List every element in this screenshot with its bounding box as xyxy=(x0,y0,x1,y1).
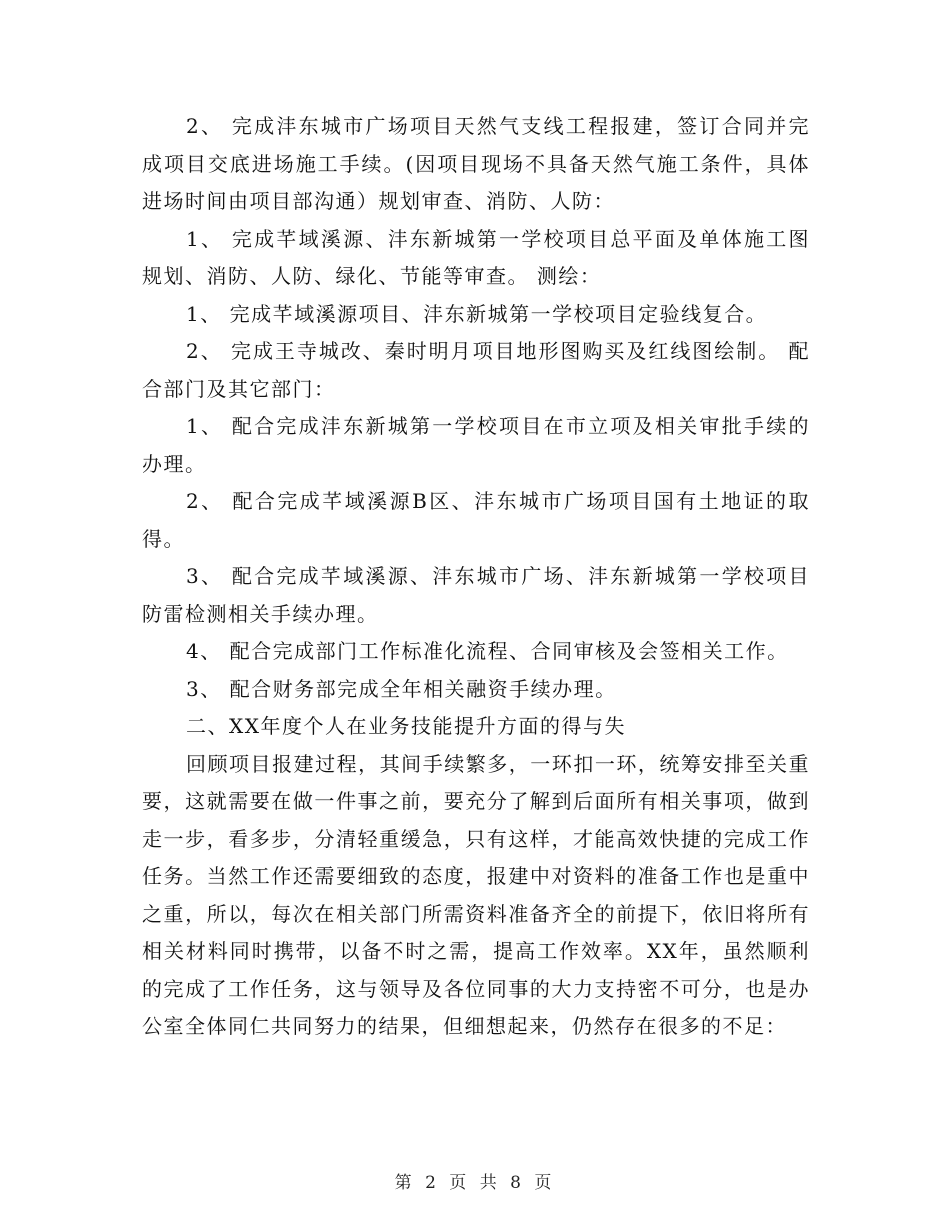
paragraph-survey-line-check: 1、 完成芊域溪源项目、沣东新城第一学校项目定验线复合。 xyxy=(186,301,768,326)
paragraph-standardization: 4、 配合完成部门工作标准化流程、合同审核及会签相关工作。 xyxy=(186,639,789,663)
paragraph-land-certificate: 2、 配合完成芊域溪源B区、沣东城市广场项目国有土地证的取得。 xyxy=(142,489,810,551)
paragraph-financing: 3、 配合财务部完成全年相关融资手续办理。 xyxy=(186,676,617,701)
paragraph-gas-pipeline: 2、 完成沣东城市广场项目天然气支线工程报建，签订合同并完成项目交底进场施工手续。(因项目现场不具备天然气施工条件，具体进场时间由项目部沟通）规划审查、消防、人防： xyxy=(142,114,810,213)
paragraph-review: 回顾项目报建过程，其间手续繁多，一环扣一环，统筹安排至关重要，这就需要在做一件事之前，要充分了解到后面所有相关事项，做到走一步，看多步，分清轻重缓急，只有这样，才能高效快捷的完成工作任务。当然工作还需要细致的态度，报建中对资料的准备工作也是重中之重，所以，每次在相关部门所需资料准备齐全的前提下，依旧将所有相关材料同时携带，以备不时之需，提高工作效率。XX年，虽然顺利的完成了工作任务，这与领导及各位同事的大力支持密不可分，也是办公室全体同仁共同努力的结果，但细想起来，仍然存在很多的不足： xyxy=(142,751,810,1038)
paragraph-planning-review: 1、 完成芊域溪源、沣东新城第一学校项目总平面及单体施工图规划、消防、人防、绿化、节能等审查。 测绘： xyxy=(142,226,810,288)
paragraph-lightning-test: 3、 配合完成芊域溪源、沣东城市广场、沣东新城第一学校项目防雷检测相关手续办理。 xyxy=(142,564,810,626)
document-body xyxy=(142,108,810,1046)
paragraph-project-approval: 1、 配合完成沣东新城第一学校项目在市立项及相关审批手续的办理。 xyxy=(142,414,810,476)
page-number-footer: 第 2 页 共 8 页 xyxy=(394,1173,556,1193)
paragraph-topographic-map: 2、 完成王寺城改、秦时明月项目地形图购买及红线图绘制。 配合部门及其它部门： xyxy=(142,339,810,401)
section-heading: 二、XX年度个人在业务技能提升方面的得与失 xyxy=(186,714,626,738)
